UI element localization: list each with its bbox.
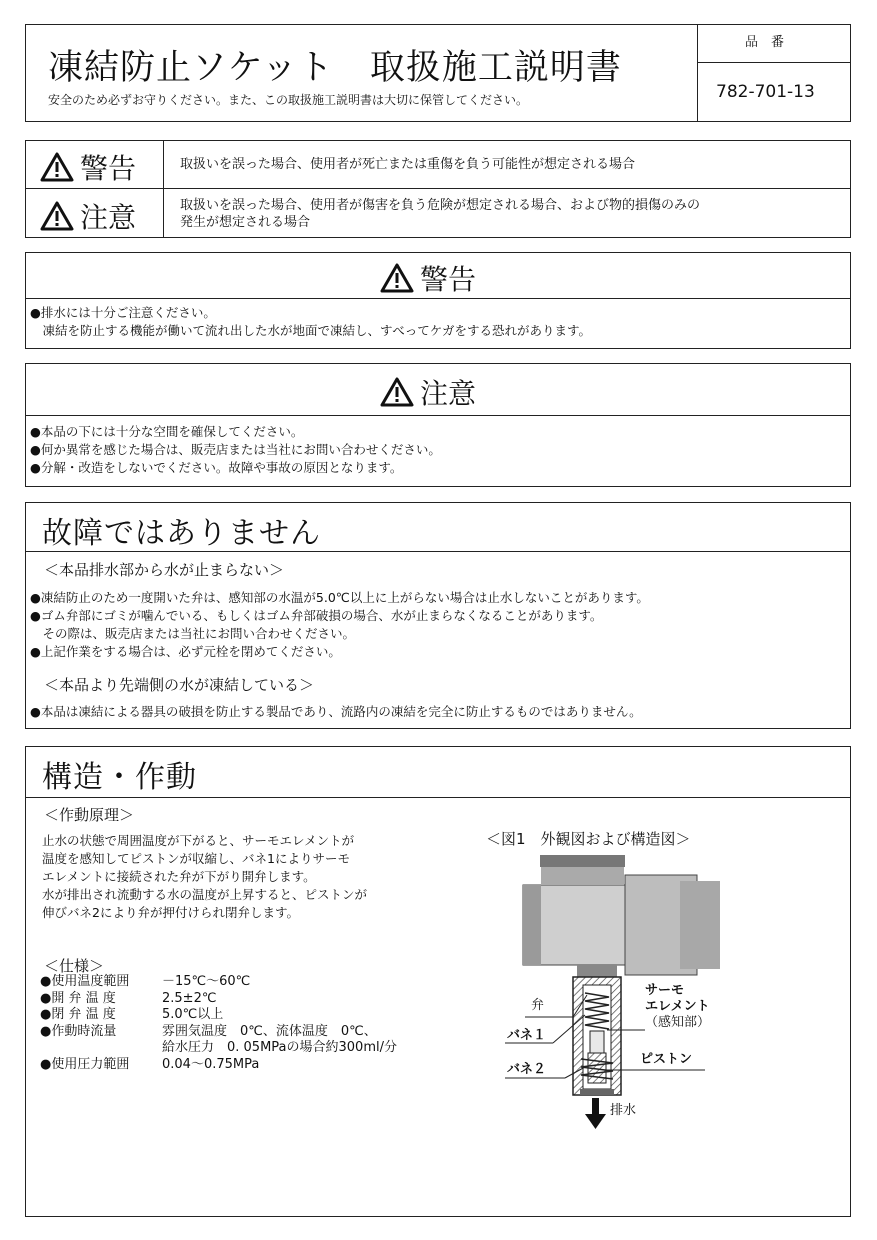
not-failure-title: 故障ではありません xyxy=(42,516,321,551)
not-failure-line-1: ●凍結防止のため一度開いた弁は、感知部の水温が5.0℃以上に上がらない場合は止水しないことがあります。 xyxy=(30,590,649,605)
not-failure-subheading-2: ＜本品より先端側の水が凍結している＞ xyxy=(44,676,315,694)
warning-triangle-icon xyxy=(380,263,414,293)
warning-section-divider xyxy=(25,298,851,299)
legend-warning-label xyxy=(40,147,136,187)
figure-label-thermo-1: サーモ xyxy=(645,983,685,998)
warning-triangle-icon xyxy=(40,152,74,182)
warning-line-2: 凍結を防止する機能が働いて流れ出した水が地面で凍結し、すべってケガをする恐れがあります。 xyxy=(30,323,592,338)
spec-value: 雰囲気温度 0℃、流体温度 0℃、 xyxy=(162,1023,377,1039)
legend-table xyxy=(25,140,851,238)
spec-row xyxy=(40,974,397,991)
principle-line-5: 伸びバネ2により弁が押付けられ閉弁します。 xyxy=(42,905,299,920)
spec-label: ●閉 弁 温 度 xyxy=(40,1007,116,1022)
part-number-label: 品 番 xyxy=(745,35,785,50)
spec-row xyxy=(40,1057,397,1074)
not-failure-line-2: ●ゴム弁部にゴミが噛んでいる、もしくはゴム弁部破損の場合、水が止まらなくなることがあります。 xyxy=(30,608,603,623)
spec-label xyxy=(40,1040,162,1057)
caution-triangle-icon xyxy=(380,377,414,407)
socket-body xyxy=(523,855,720,977)
spec-label: ●作動時流量 xyxy=(40,1023,117,1039)
principle-line-2: 温度を感知してピストンが収縮し、バネ1によりサーモ xyxy=(42,851,350,866)
principle-line-1: 止水の状態で周囲温度が下がると、サーモエレメントが xyxy=(42,833,355,848)
legend-warning-description: 取扱いを誤った場合、使用者が死亡または重傷を負う可能性が想定される場合 xyxy=(180,157,636,172)
spec-label: ●使用圧力範囲 xyxy=(40,1056,130,1072)
spec-value: 0.04～0.75MPa xyxy=(162,1056,260,1072)
legend-row-divider xyxy=(25,188,851,189)
structure-divider xyxy=(25,797,851,798)
spec-row xyxy=(40,1040,397,1057)
part-number-divider xyxy=(697,62,851,63)
header-divider xyxy=(697,24,698,122)
caution-triangle-icon xyxy=(40,201,74,231)
spec-label: ●開 弁 温 度 xyxy=(40,990,116,1006)
structure-title: 構造・作動 xyxy=(42,760,197,795)
spec-row xyxy=(40,991,397,1008)
caution-line-2: ●何か異常を感じた場合は、販売店または当社にお問い合わせください。 xyxy=(30,442,441,457)
part-number: 782-701-13 xyxy=(716,82,815,102)
figure-label-piston: ピストン xyxy=(640,1052,693,1067)
figure-caption: ＜図1 外観図および構造図＞ xyxy=(486,830,691,848)
legend-caution-description-1: 取扱いを誤った場合、使用者が傷害を負う危険が想定される場合、および物的損傷のみの xyxy=(180,198,701,213)
caution-line-1: ●本品の下には十分な空間を確保してください。 xyxy=(30,424,304,439)
caution-heading xyxy=(380,372,476,412)
spec-value: 5.0℃以上 xyxy=(162,1007,224,1022)
legend-warning-text: 警告 xyxy=(80,152,137,185)
drain-arrow-icon xyxy=(585,1098,606,1129)
caution-heading-text: 注意 xyxy=(420,377,477,410)
caution-line-3: ●分解・改造をしないでください。故障や事故の原因となります。 xyxy=(30,460,403,475)
principle-line-4: 水が排出され流動する水の温度が上昇すると、ピストンが xyxy=(42,887,368,902)
not-failure-line-3: その際は、販売店または当社にお問い合わせください。 xyxy=(30,626,356,641)
principle-line-3: エレメントに接続された弁が下がり開弁します。 xyxy=(42,869,316,884)
spec-row xyxy=(40,1007,397,1024)
caution-section-divider xyxy=(25,415,851,416)
spec-value: 2.5±2℃ xyxy=(162,990,217,1006)
document-title: 凍結防止ソケット 取扱施工説明書 xyxy=(48,48,622,88)
legend-col-divider xyxy=(163,140,164,238)
spec-value: －15℃～60℃ xyxy=(162,974,251,989)
cartridge xyxy=(573,977,621,1095)
figure-label-thermo-2: エレメント xyxy=(645,999,710,1014)
principle-heading: ＜作動原理＞ xyxy=(44,806,135,824)
spec-label: ●使用温度範囲 xyxy=(40,974,130,989)
warning-heading xyxy=(380,258,476,298)
not-failure-line-5: ●本品は凍結による器具の破損を防止する製品であり、流路内の凍結を完全に防止するものではありません。 xyxy=(30,704,642,719)
figure-label-thermo-3: （感知部） xyxy=(645,1015,711,1030)
spec-heading: ＜仕様＞ xyxy=(44,957,105,975)
not-failure-subheading-1: ＜本品排水部から水が止まらない＞ xyxy=(44,561,285,579)
spec-row xyxy=(40,1024,397,1041)
figure-label-spring2: バネ２ xyxy=(507,1062,547,1077)
warning-line-1: ●排水には十分ご注意ください。 xyxy=(30,305,216,320)
warning-heading-text: 警告 xyxy=(420,263,477,296)
spec-list xyxy=(40,974,397,1073)
figure-label-drain: 排水 xyxy=(610,1103,637,1118)
not-failure-line-4: ●上記作業をする場合は、必ず元栓を閉めてください。 xyxy=(30,644,341,659)
legend-caution-description-2: 発生が想定される場合 xyxy=(180,215,311,230)
spec-value: 給水圧力 0. 05MPaの場合約300ml/分 xyxy=(162,1040,397,1055)
document-subtitle: 安全のため必ずお守りください。また、この取扱施工説明書は大切に保管してください。 xyxy=(48,93,529,107)
legend-caution-text: 注意 xyxy=(80,201,137,234)
figure-label-spring1: バネ１ xyxy=(507,1028,547,1043)
figure-label-valve: 弁 xyxy=(531,998,545,1013)
legend-caution-label xyxy=(40,196,136,236)
